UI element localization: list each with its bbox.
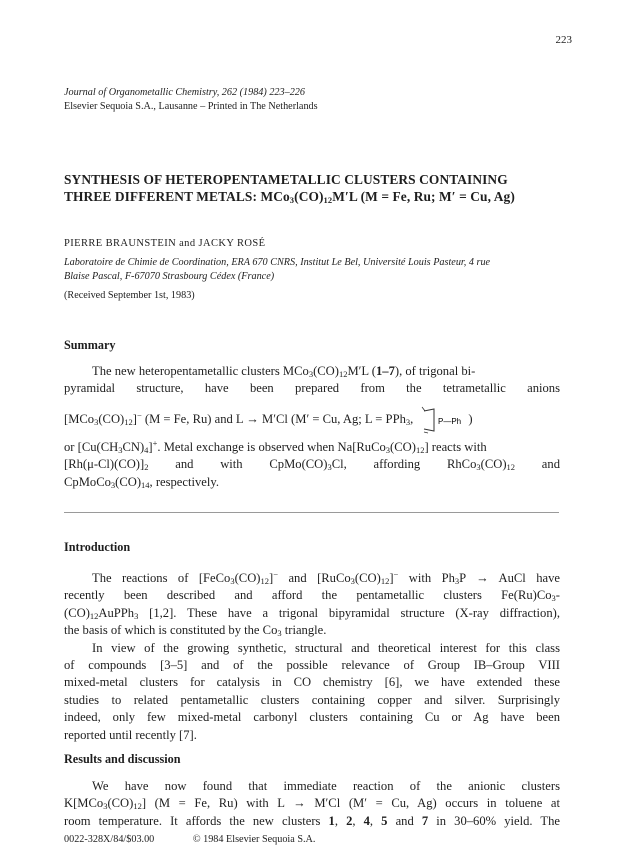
- affiliation-line-1: Laboratoire de Chimie de Coordination, ERA 670 CNRS, Institut Le Bel, Université Louis Pasteur, 4 rue: [64, 257, 491, 268]
- affiliation-line-2: Blaise Pascal, F-67070 Strasbourg Cédex (France): [64, 271, 275, 282]
- phosphole-ligand-icon: [416, 405, 468, 435]
- introduction-heading: Introduction: [64, 540, 131, 554]
- summary-text: The new heteropentametallic clusters $MCo_3(CO)_{12}M'L$ (1–7), of trigonal bi- pyramidal structure, have been prepared from the tetrametallic anions $[MCo_3(CO)_{12}]^-$ (M = Fe, Ru) and L → M′Cl (M′ = Cu, Ag; L = PPh$_3$, P—Ph ) or $[Cu(CH_3CN)_4]^+$. Metal exchange is observed when $Na[RuCo_3(CO)_{12}]$ reacts with $[Rh(\mu-Cl)(CO)]_2$ and with $CpMo(CO)_3Cl$, affording $RhCo_3(CO)_{12}$ and $CpMoCo_3(CO)_{14}$, respectively.: [64, 364, 560, 490]
- authors: PIERRE BRAUNSTEIN and JACKY ROSÉ: [64, 238, 266, 249]
- section-divider: [64, 512, 559, 513]
- journal-line-2: Elsevier Sequoia S.A., Lausanne – Printed in The Netherlands: [64, 101, 318, 112]
- results-text: We have now found that immediate reaction of the anionic clusters $K[MCo_3(CO)_{12}] (M = Fe$, Ru) with L → M′Cl (M′ = Cu, Ag) occurs in toluene at room temperature. It affords the new clusters 1, 2, 4, 5 and 7 in 30–60% yield. The: [64, 779, 561, 828]
- affiliation: [64, 256, 564, 284]
- journal-line-1: Journal of Organometallic Chemistry, 262 (1984) 223–226: [64, 87, 305, 98]
- page-number: 223: [555, 34, 572, 46]
- page-footer: [64, 834, 351, 845]
- footer-copyright: © 1984 Elsevier Sequoia S.A.: [192, 834, 316, 845]
- results-heading: Results and discussion: [64, 752, 181, 766]
- introduction-text: The reactions of $[FeCo_3(CO)_{12}]^-$ and $[RuCo_3(CO)_{12}]^-$ with $Ph_3P$ → AuCl have recently been described and afford the pentametallic clusters $Fe(Ru)Co_3-$ $(CO)_{12}AuPPh_3$ [1,2]. These have a trigonal bipyramidal structure (X-ray diffraction), the basis of which is constituted by the $Co_3$ triangle. In view of the growing synthetic, structural and theoretical interest for this class of compounds [3–5] and of the possible relevance of Group IB–Group VIII mixed-metal clusters for catalysis in CO chemistry [6], we have extended these studies to related pentametallic clusters containing copper and silver. Surprisingly indeed, only few mixed-metal carbonyl clusters containing Cu or Ag have been reported until recently [7].: [64, 569, 560, 742]
- footer-code: 0022-328X/84/$03.00: [64, 834, 155, 845]
- title-line-1: SYNTHESIS OF HETEROPENTAMETALLIC CLUSTERS CONTAINING: [64, 172, 508, 187]
- ligand-label: P—Ph: [438, 416, 462, 426]
- received-date: (Received September 1st, 1983): [64, 290, 195, 301]
- journal-citation: [64, 86, 318, 114]
- title-line-2: THREE DIFFERENT METALS: $MCo_3(CO)_{12}M'L$ (M = Fe, Ru; M′ = Cu, Ag): [64, 189, 515, 205]
- article-title: [64, 171, 564, 205]
- summary-heading: Summary: [64, 338, 116, 352]
